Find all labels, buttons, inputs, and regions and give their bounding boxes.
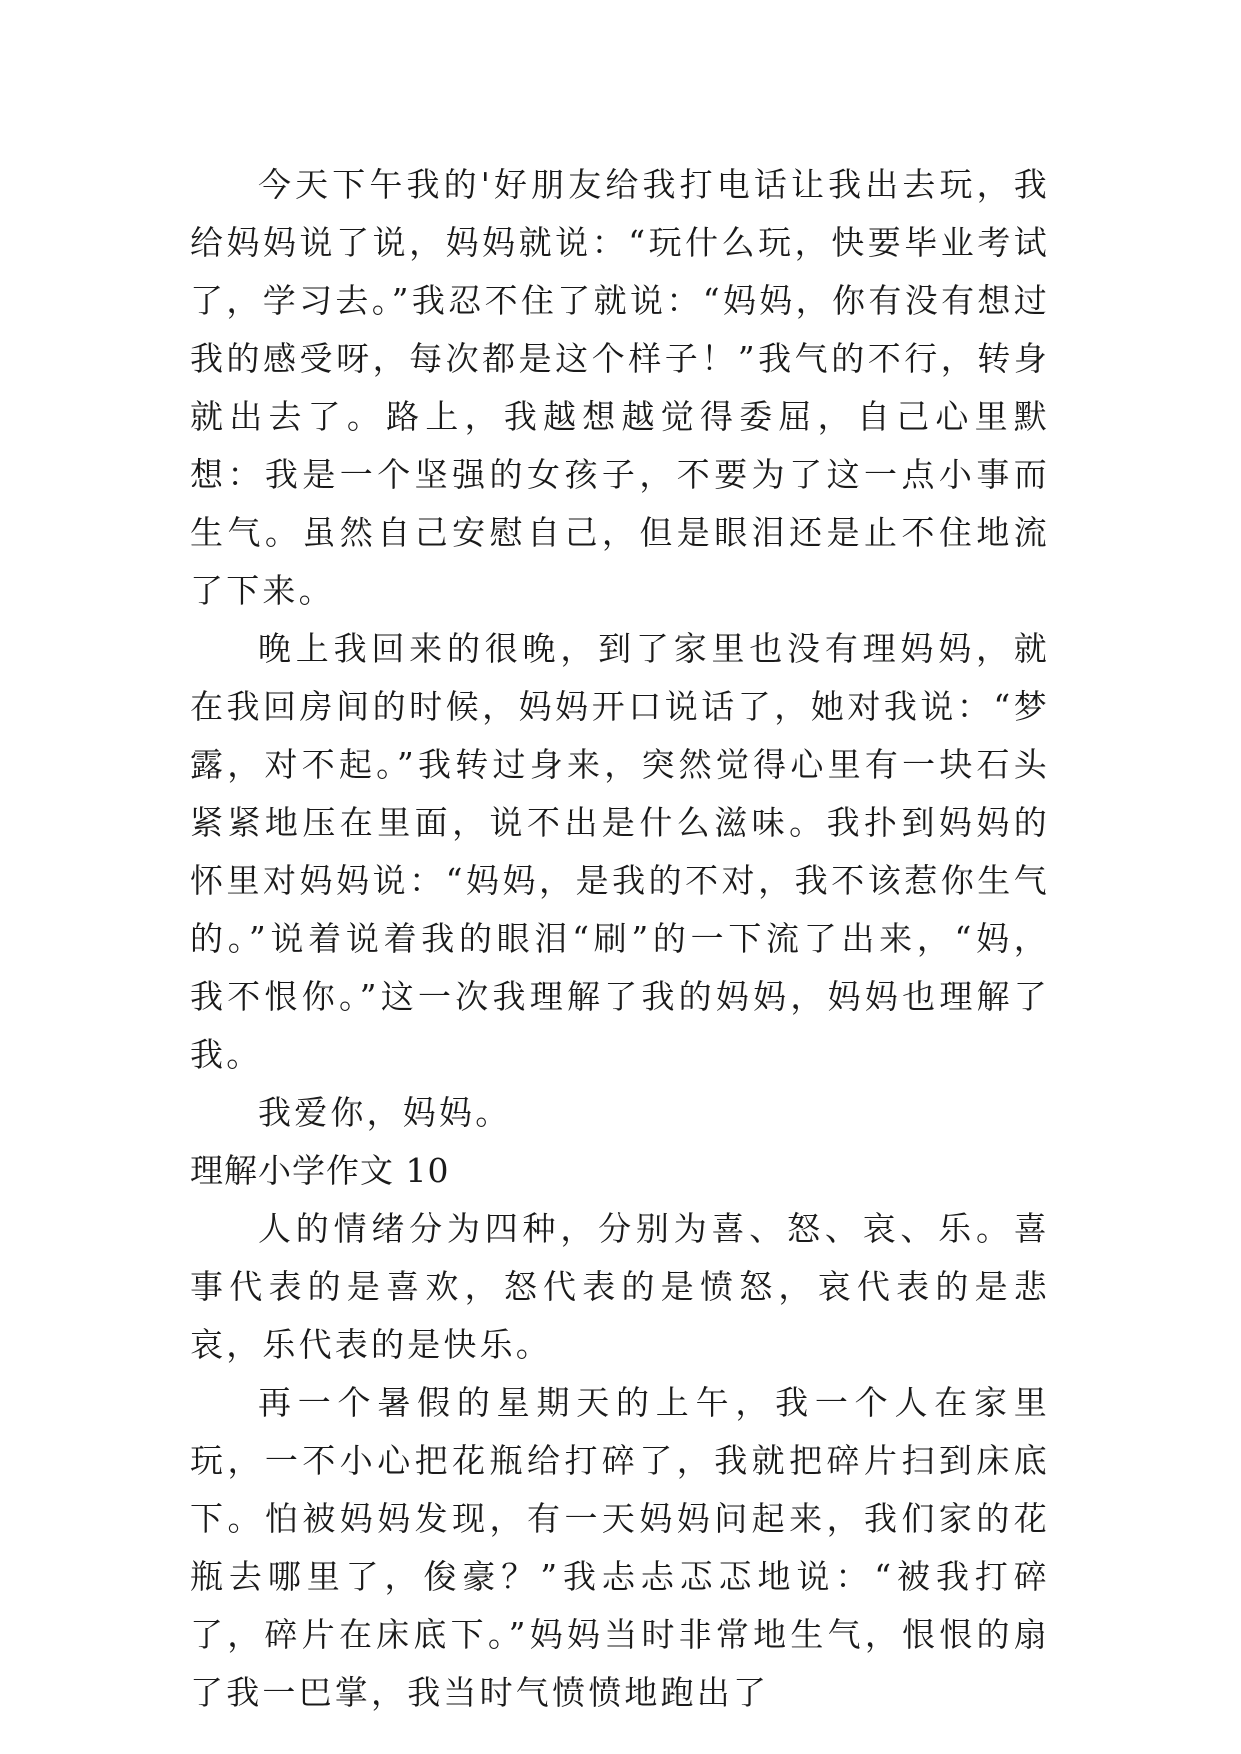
paragraph-3: 我爱你，妈妈。 bbox=[258, 1093, 512, 1132]
paragraph-4: 人的情绪分为四种，分别为喜、怒、哀、乐。喜事代表的是喜欢，怒代表的是愤怒，哀代表的是悲哀，乐代表的是快乐。 bbox=[190, 1209, 1050, 1364]
section-heading: 理解小学作文 10 bbox=[190, 1151, 450, 1190]
paragraph-1: 今天下午我的'好朋友给我打电话让我出去玩，我给妈妈说了说，妈妈就说：“玩什么玩，快要毕业考试了，学习去。”我忍不住了就说：“妈妈，你有没有想过我的感受呀，每次都是这个样子！”我气的不行，转身就出去了。路上，我越想越觉得委屈，自己心里默想：我是一个坚强的女孩子，不要为了这一点小事而生气。虽然自己安慰自己，但是眼泪还是止不住地流了下来。 bbox=[190, 165, 1050, 610]
paragraph-5: 再一个暑假的星期天的上午，我一个人在家里玩，一不小心把花瓶给打碎了，我就把碎片扫到床底下。怕被妈妈发现，有一天妈妈问起来，我们家的花瓶去哪里了，俊豪？”我忐忐忑忑地说：“被我打碎了，碎片在床底下。”妈妈当时非常地生气，恨恨的扇了我一巴掌，我当时气愤愤地跑出了 bbox=[190, 1383, 1050, 1712]
paragraph-2: 晚上我回来的很晚，到了家里也没有理妈妈，就在我回房间的时候，妈妈开口说话了，她对我说：“梦露，对不起。”我转过身来，突然觉得心里有一块石头紧紧地压在里面，说不出是什么滋味。我扑到妈妈的怀里对妈妈说：“妈妈，是我的不对，我不该惹你生气的。”说着说着我的眼泪“刷”的一下流了出来，“妈，我不恨你。”这一次我理解了我的妈妈，妈妈也理解了我。 bbox=[190, 629, 1050, 1074]
document-body bbox=[190, 156, 1050, 1722]
